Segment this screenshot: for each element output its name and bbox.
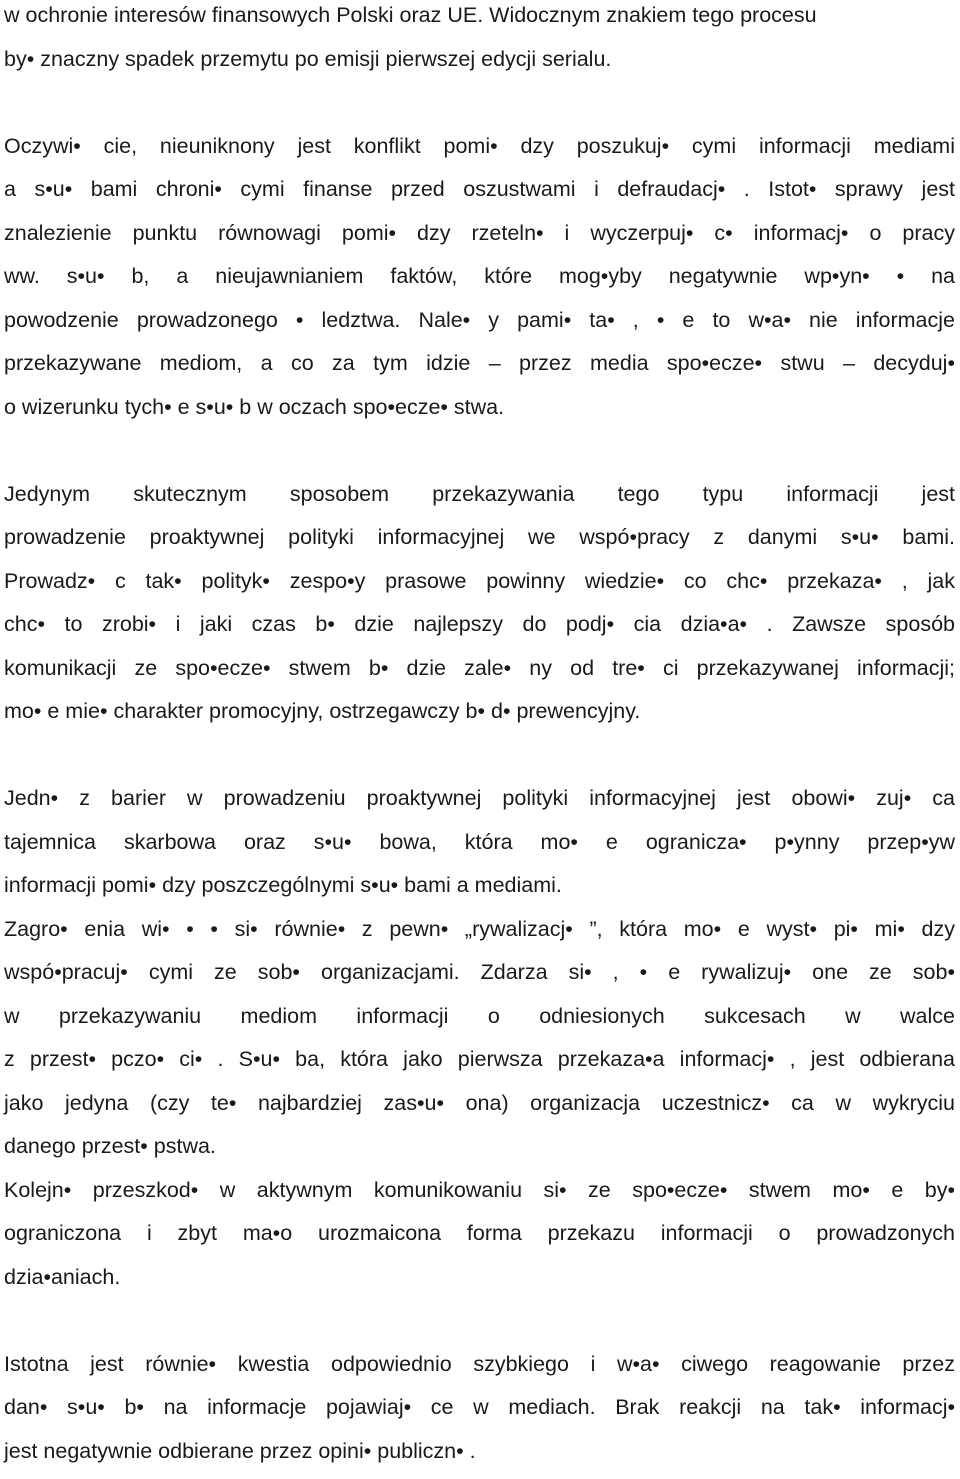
text-line: Istotna jest równie• kwestia odpowiednio szybkiego i w•a• ciwego reagowanie przez [4, 1349, 955, 1393]
text-line: prowadzenie proaktywnej polityki informacyjnej we wspó•pracy z danymi s•u• bami. [4, 522, 955, 566]
paragraph-intro [4, 0, 955, 87]
paragraph-gap [4, 435, 955, 479]
text-line: dzia•aniach. [4, 1262, 955, 1306]
paragraph-reaction [4, 1349, 955, 1479]
text-line: chc• to zrobi• i jaki czas b• dzie najlepszy do podj• cia dzia•a• . Zawsze sposób [4, 609, 955, 653]
text-line: dan• s•u• b• na informacje pojawiaj• ce w mediach. Brak reakcji na tak• informacj• [4, 1392, 955, 1436]
text-line: ograniczona i zbyt ma•o urozmaicona forma przekazu informacji o prowadzonych [4, 1218, 955, 1262]
text-line: wspó•pracuj• cymi ze sob• organizacjami. Zdarza si• , • e rywalizuj• one ze sob• [4, 957, 955, 1001]
text-line: komunikacji ze spo•ecze• stwem b• dzie zale• ny od tre• ci przekazywanej informacji; [4, 653, 955, 697]
text-line: z przest• pczo• ci• . S•u• ba, która jako pierwsza przekaza•a informacj• , jest odbierana [4, 1044, 955, 1088]
text-line: jako jedyna (czy te• najbardziej zas•u• ona) organizacja uczestnicz• ca w wykryciu [4, 1088, 955, 1132]
text-line: mo• e mie• charakter promocyjny, ostrzegawczy b• d• prewencyjny. [4, 696, 955, 740]
text-line: ww. s•u• b, a nieujawnianiem faktów, które mog•yby negatywnie wp•yn• • na [4, 261, 955, 305]
paragraph-proactive-policy [4, 479, 955, 740]
document-page [4, 0, 955, 1479]
text-line: jest negatywnie odbierane przez opini• publiczn• . [4, 1436, 955, 1479]
text-line: o wizerunku tych• e s•u• b w oczach spo•ecze• stwa. [4, 392, 955, 436]
text-line: Jedn• z barier w prowadzeniu proaktywnej polityki informacyjnej jest obowi• zuj• ca [4, 783, 955, 827]
text-line: Oczywi• cie, nieuniknony jest konflikt pomi• dzy poszukuj• cymi informacji mediami [4, 131, 955, 175]
text-line: danego przest• pstwa. [4, 1131, 955, 1175]
paragraph-gap [4, 1305, 955, 1349]
text-line: Prowadz• c tak• polityk• zespo•y prasowe powinny wiedzie• co chc• przekaza• , jak [4, 566, 955, 610]
paragraph-gap [4, 740, 955, 784]
text-line: informacji pomi• dzy poszczególnymi s•u• bami a mediami. [4, 870, 955, 914]
paragraph-barriers [4, 783, 955, 1305]
text-line: tajemnica skarbowa oraz s•u• bowa, która mo• e ogranicza• p•ynny przep•yw [4, 827, 955, 871]
text-line: Zagro• enia wi• • • si• równie• z pewn• „rywalizacj• ”, która mo• e wyst• pi• mi• dzy [4, 914, 955, 958]
paragraph-conflict [4, 131, 955, 436]
text-line: w ochronie interesów finansowych Polski oraz UE. Widocznym znakiem tego procesu [4, 0, 955, 44]
text-line: Kolejn• przeszkod• w aktywnym komunikowaniu si• ze spo•ecze• stwem mo• e by• [4, 1175, 955, 1219]
text-line: by• znaczny spadek przemytu po emisji pierwszej edycji serialu. [4, 44, 955, 88]
text-line: a s•u• bami chroni• cymi finanse przed oszustwami i defraudacj• . Istot• sprawy jest [4, 174, 955, 218]
text-line: Jedynym skutecznym sposobem przekazywania tego typu informacji jest [4, 479, 955, 523]
text-line: przekazywane mediom, a co za tym idzie – przez media spo•ecze• stwu – decyduj• [4, 348, 955, 392]
text-line: znalezienie punktu równowagi pomi• dzy rzeteln• i wyczerpuj• c• informacj• o pracy [4, 218, 955, 262]
text-line: powodzenie prowadzonego • ledztwa. Nale• y pami• ta• , • e to w•a• nie informacje [4, 305, 955, 349]
text-line: w przekazywaniu mediom informacji o odniesionych sukcesach w walce [4, 1001, 955, 1045]
paragraph-gap [4, 87, 955, 131]
